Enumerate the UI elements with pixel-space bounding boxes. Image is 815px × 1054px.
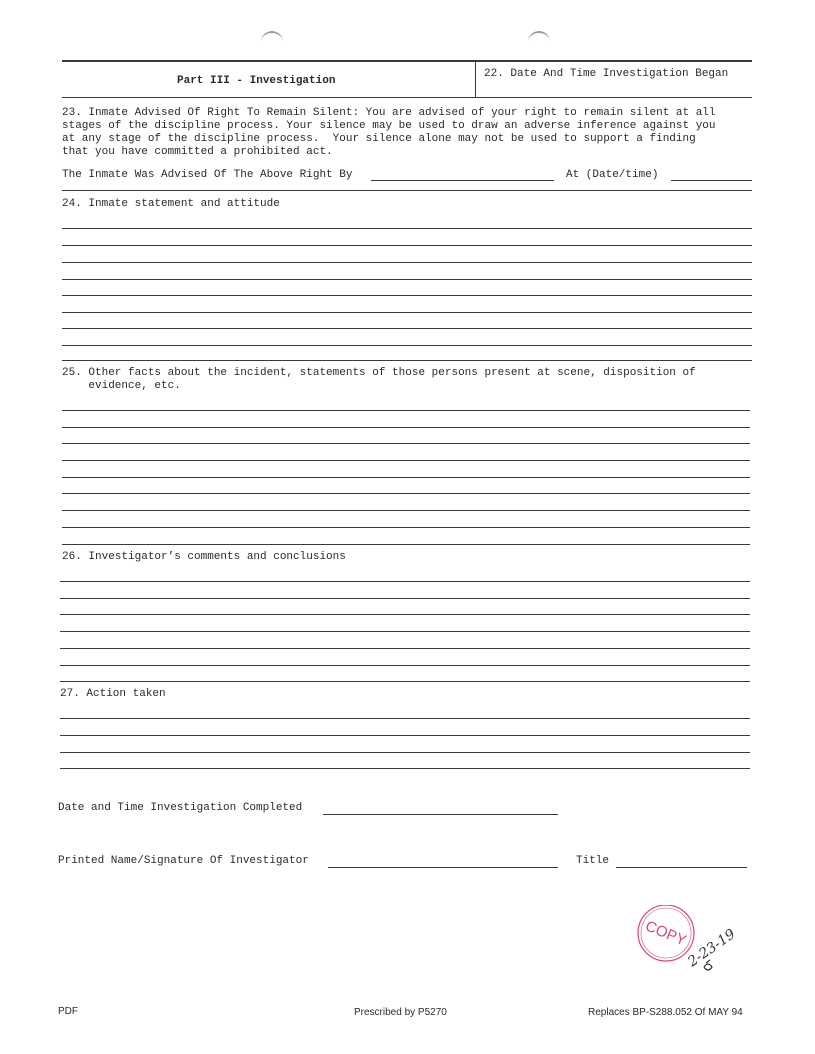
advised-by-label: The Inmate Was Advised Of The Above Right By [62,169,353,181]
advised-at-label: At (Date/time) [566,169,659,181]
footer-right: Replaces BP-S288.052 Of MAY 94 [588,1007,743,1018]
field24-line-8[interactable] [62,345,752,346]
header-divider [475,60,476,97]
field24-line-9[interactable] [62,360,752,361]
header-bottom-rule [62,97,752,98]
field27-line-1[interactable] [60,718,750,719]
field23-line-1: 23. Inmate Advised Of Right To Remain Silent: You are advised of your right to remain silent at all [62,107,716,119]
field25-line-d[interactable] [62,460,750,461]
punch-hole-left [261,31,283,45]
field24-line-2[interactable] [62,245,752,246]
field27-line-2[interactable] [60,735,750,736]
section-title: Part III - Investigation [177,75,336,87]
field24-line-6[interactable] [62,312,752,313]
footer-left: PDF [58,1006,78,1017]
field26-line-3[interactable] [60,614,750,615]
completed-field[interactable] [323,814,558,815]
field24-line-4[interactable] [62,279,752,280]
advised-at-field[interactable] [671,180,752,181]
title-label: Title [576,855,610,867]
field24-line-1[interactable] [62,228,752,229]
field25-line-c[interactable] [62,443,750,444]
field23-bottom-rule [62,190,752,191]
field22-label: 22. Date And Time Investigation Began [484,68,729,80]
field26-line-4[interactable] [60,631,750,632]
field26-line-2[interactable] [60,598,750,599]
copy-stamp-text: COPY [642,917,689,950]
field23-line-2: stages of the discipline process. Your silence may be used to draw an adverse inference against you [62,120,716,132]
field24-line-3[interactable] [62,262,752,263]
field26-line-5[interactable] [60,648,750,649]
header-top-rule [62,60,752,62]
field24-line-7[interactable] [62,328,752,329]
field26-line-7[interactable] [60,681,750,682]
footer-center: Prescribed by P5270 [354,1007,447,1018]
field25-line-g[interactable] [62,510,750,511]
field27-label: 27. Action taken [60,688,166,700]
field25-line-a[interactable] [62,410,750,411]
advised-by-field[interactable] [371,180,554,181]
field23-line-3: at any stage of the discipline process. Your silence alone may not be used to support a finding [62,133,696,145]
field25-line-h[interactable] [62,527,750,528]
field26-label: 26. Investigator’s comments and conclusions [62,551,346,563]
signature-label: Printed Name/Signature Of Investigator [58,855,309,867]
field24-line-5[interactable] [62,295,752,296]
field23-line-4: that you have committed a prohibited act. [62,146,333,158]
field25-line-e[interactable] [62,477,750,478]
field26-line-1[interactable] [60,581,750,582]
completed-label: Date and Time Investigation Completed [58,802,303,814]
field25-line-2: evidence, etc. [62,380,181,392]
copy-stamp [630,905,740,980]
field25-line-f[interactable] [62,493,750,494]
field27-line-4[interactable] [60,768,750,769]
field25-line-b[interactable] [62,427,750,428]
punch-hole-right [528,31,550,45]
field24-label: 24. Inmate statement and attitude [62,198,280,210]
title-field[interactable] [616,867,747,868]
field25-line-i[interactable] [62,544,750,545]
field26-line-6[interactable] [60,665,750,666]
handwritten-date: 2-23-19 [685,926,739,971]
field25-line-1: 25. Other facts about the incident, statements of those persons present at scene, disposition of [62,367,696,379]
field27-line-3[interactable] [60,752,750,753]
signature-field[interactable] [328,867,558,868]
